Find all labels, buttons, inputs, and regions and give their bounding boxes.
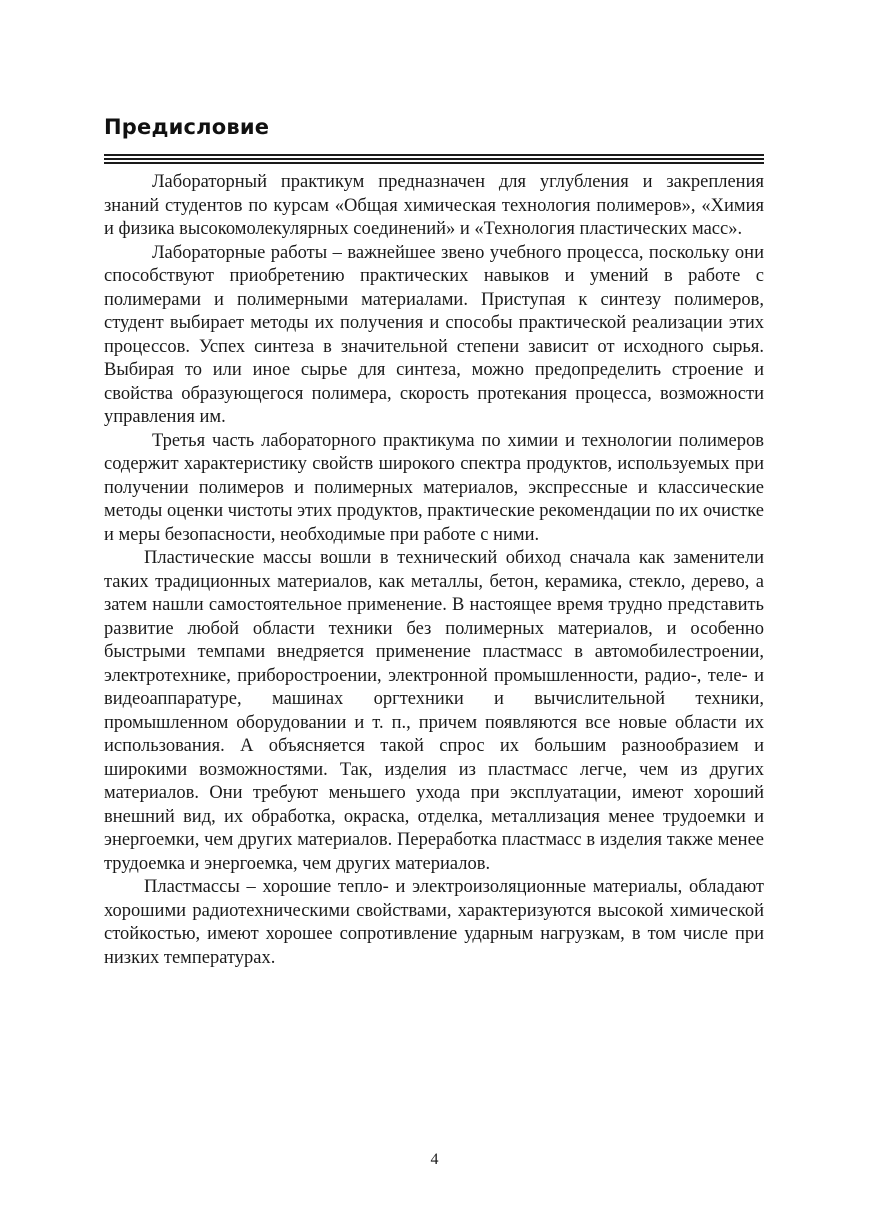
body-text [104, 171, 764, 970]
page-number: 4 [430, 1151, 439, 1168]
paragraph: Третья часть лабораторного практикума по химии и технологии полимеров содержит характеристику свойств широкого спектра продуктов, используемых при получении полимеров и полимерных материалов, экспрессные и классические методы оценки чистоты этих продуктов, практические рекомендации по их очистке и меры безопасности, необходимые при работе с ними. [104, 430, 765, 545]
heading-rule-line [104, 154, 764, 156]
heading-rule-line [104, 162, 764, 164]
heading-rule-line [104, 158, 764, 160]
paragraph: Пластические массы вошли в технический обиход сначала как заменители таких традиционных материалов, как металлы, бетон, керамика, стекло, дерево, а затем нашли самостоятельное применение. В настоящее время трудно представить развитие любой области техники без полимерных материалов, и особенно быстрыми темпами внедряется применение пластмасс в автомобилестроении, электротехнике, приборостроении, электронной промышленности, радио-, теле- и видеоаппаратуре, машинах оргтехники и вычислительной техники, промышленном оборудовании и т. п., причем появляются все новые области их использования. А объясняется такой спрос их большим разнообразием и широкими возможностями. Так, изделия из пластмасс легче, чем из других материалов. Они требуют меньшего ухода при эксплуатации, имеют хороший внешний вид, их обработка, окраска, отделка, металлизация менее трудоемки и энергоемки, чем других материалов. Переработка пластмасс в изделия также менее трудоемка и энергоемка, чем других материалов. [104, 548, 764, 874]
section-heading: Предисловие [104, 115, 270, 139]
paragraph: Пластмассы – хорошие тепло- и электроизоляционные материалы, обладают хорошими радиотехническими свойствами, характеризуются высокой химической стойкостью, имеют хорошее сопротивление ударным нагрузкам, в том числе при низких температурах. [104, 877, 764, 968]
paragraph: Лабораторный практикум предназначен для углубления и закрепления знаний студентов по курсам «Общая химическая технология полимеров», «Химия и физика высокомолекулярных соединений» и «Технология пластических масс». [104, 172, 764, 239]
paragraph: Лабораторные работы – важнейшее звено учебного процесса, поскольку они способствуют приобретению практических навыков и умений в работе с полимерами и полимерными материалами. Приступая к синтезу полимеров, студент выбирает методы их получения и способы практической реализации этих процессов. Успех синтеза в значительной степени зависит от исходного сырья. Выбирая то или иное сырье для синтеза, можно предопределить строение и свойства образующегося полимера, скорость протекания процесса, возможности управления им. [104, 242, 764, 427]
